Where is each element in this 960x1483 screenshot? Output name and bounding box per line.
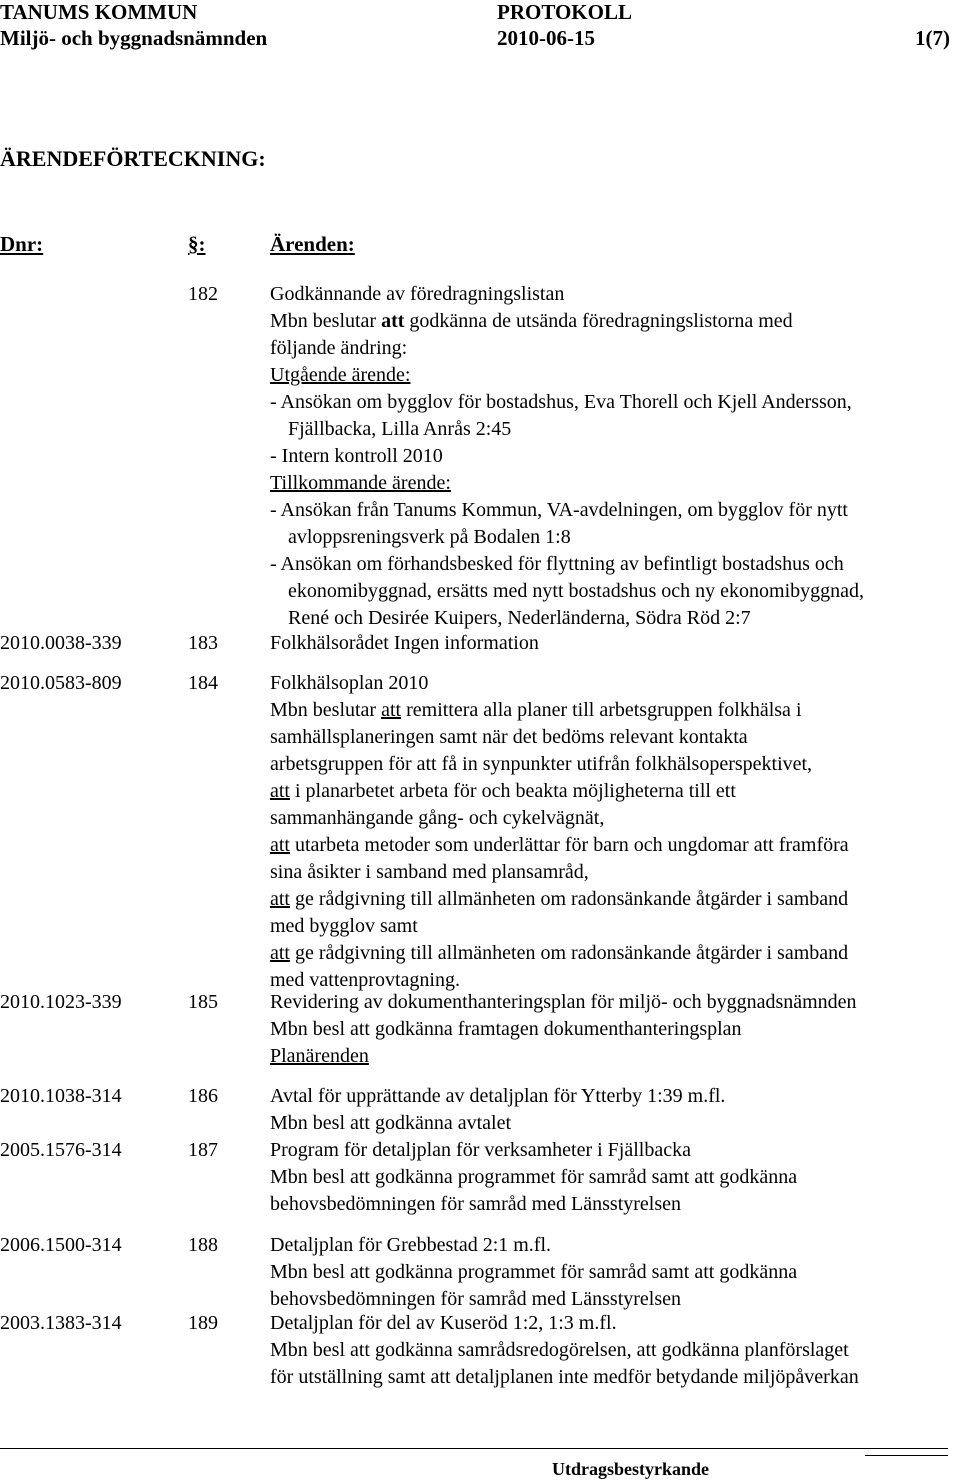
line-text: sammanhängande gång- och cykelvägnät, bbox=[270, 807, 605, 829]
line-text: Avtal för upprättande av detaljplan för Ytterby 1:39 m.fl. bbox=[270, 1085, 726, 1107]
entry-line bbox=[270, 281, 960, 308]
line-text: samhällsplaneringen samt när det bedöms relevant kontakta bbox=[270, 726, 748, 748]
page-header bbox=[0, 0, 960, 54]
entry-line bbox=[270, 778, 960, 805]
line-text: sina åsikter i samband med plansamråd, bbox=[270, 861, 589, 883]
line-text: godkänna de utsända föredragningslistorna med bbox=[404, 310, 793, 332]
entry-line bbox=[270, 416, 960, 443]
line-underlined: att bbox=[270, 942, 290, 964]
entry-content bbox=[270, 630, 960, 657]
entry-paragraph-number: 184 bbox=[188, 672, 218, 694]
entry-line bbox=[270, 1337, 960, 1364]
meeting-date: 2010-06-15 bbox=[497, 26, 595, 50]
line-text: för utställning samt att detaljplanen inte medför betydande miljöpåverkan bbox=[270, 1366, 859, 1388]
entry-paragraph-number: 185 bbox=[188, 991, 218, 1013]
line-text: behovsbedömningen för samråd med Länsstyrelsen bbox=[270, 1193, 682, 1215]
entry-paragraph-number: 182 bbox=[188, 283, 218, 305]
entry-line bbox=[270, 1164, 960, 1191]
entry-line bbox=[270, 578, 960, 605]
entry-line bbox=[270, 859, 960, 886]
line-text: Mbn besl att godkänna programmet för samråd samt att godkänna bbox=[270, 1166, 798, 1188]
entry-line bbox=[270, 630, 960, 657]
line-text: - Ansökan om förhandsbesked för flyttning av befintligt bostadshus och bbox=[270, 553, 844, 575]
entry-paragraph-number: 183 bbox=[188, 632, 218, 654]
org-name: TANUMS KOMMUN bbox=[0, 0, 198, 24]
line-text: följande ändring: bbox=[270, 337, 408, 359]
entry-content bbox=[270, 1083, 960, 1137]
line-text: med bygglov samt bbox=[270, 915, 418, 937]
entry-line bbox=[270, 1016, 960, 1043]
entry-content bbox=[270, 281, 960, 632]
column-header-dnr: Dnr: bbox=[0, 232, 44, 256]
line-text: Detaljplan för Grebbestad 2:1 m.fl. bbox=[270, 1234, 552, 1256]
entry-line bbox=[270, 497, 960, 524]
line-text: arbetsgruppen för att få in synpunkter utifrån folkhälsoperspektivet, bbox=[270, 753, 813, 775]
column-header-paragraph: §: bbox=[188, 232, 206, 256]
entry-line bbox=[270, 1043, 960, 1070]
line-prefix: Mbn beslutar bbox=[270, 699, 382, 721]
entry-line bbox=[270, 724, 960, 751]
footer-rule bbox=[0, 1448, 948, 1449]
entry-line bbox=[270, 1364, 960, 1391]
line-text: Mbn besl att godkänna samrådsredogörelsen, att godkänna planförslaget bbox=[270, 1339, 849, 1361]
entry-content bbox=[270, 989, 960, 1070]
entry-paragraph-number: 189 bbox=[188, 1312, 218, 1334]
line-text: med vattenprovtagning. bbox=[270, 969, 460, 991]
entry-line bbox=[270, 940, 960, 967]
entry-content bbox=[270, 670, 960, 994]
entry-line bbox=[270, 989, 960, 1016]
board-name: Miljö- och byggnadsnämnden bbox=[0, 26, 268, 50]
doc-type: PROTOKOLL bbox=[497, 0, 632, 24]
line-text: i planarbetet arbeta för och beakta möjligheterna till ett bbox=[290, 780, 736, 802]
entry-line bbox=[270, 362, 960, 389]
line-text: - Intern kontroll 2010 bbox=[270, 445, 443, 467]
entry-content bbox=[270, 1232, 960, 1313]
line-underlined: att bbox=[270, 834, 290, 856]
line-underlined: Planärenden bbox=[270, 1045, 369, 1067]
entry-line bbox=[270, 805, 960, 832]
entry-dnr: 2003.1383-314 bbox=[0, 1312, 122, 1334]
entry-dnr: 2010.1023-339 bbox=[0, 991, 122, 1013]
line-bold-keyword: att bbox=[381, 310, 405, 332]
entry-line bbox=[270, 308, 960, 335]
line-text: Mbn besl att godkänna framtagen dokumenthanteringsplan bbox=[270, 1018, 742, 1040]
entry-paragraph-number: 186 bbox=[188, 1085, 218, 1107]
entry-line bbox=[270, 335, 960, 362]
entry-line bbox=[270, 1286, 960, 1313]
line-text: René och Desirée Kuipers, Nederländerna, Södra Röd 2:7 bbox=[288, 607, 751, 629]
entry-content bbox=[270, 1310, 960, 1391]
entry-dnr: 2010.0583-809 bbox=[0, 672, 122, 694]
entry-line bbox=[270, 697, 960, 724]
line-underlined: Tillkommande ärende: bbox=[270, 472, 451, 494]
entry-line bbox=[270, 443, 960, 470]
entry-content bbox=[270, 1137, 960, 1218]
line-underlined: att bbox=[381, 699, 402, 721]
entry-dnr: 2010.0038-339 bbox=[0, 632, 122, 654]
line-underlined: att bbox=[270, 780, 290, 802]
line-text: Revidering av dokumenthanteringsplan för miljö- och byggnadsnämnden bbox=[270, 991, 857, 1013]
entry-line bbox=[270, 832, 960, 859]
page-title: ÄRENDEFÖRTECKNING: bbox=[0, 146, 266, 171]
entry-line bbox=[270, 551, 960, 578]
entry-line bbox=[270, 1110, 960, 1137]
line-underlined: Utgående ärende: bbox=[270, 364, 411, 386]
entry-line bbox=[270, 751, 960, 778]
line-text: Detaljplan för del av Kuseröd 1:2, 1:3 m.fl. bbox=[270, 1312, 617, 1334]
line-text: Mbn besl att godkänna programmet för samråd samt att godkänna bbox=[270, 1261, 798, 1283]
line-text: remittera alla planer till arbetsgruppen folkhälsa i bbox=[401, 699, 802, 721]
entry-line bbox=[270, 389, 960, 416]
line-text: avloppsreningsverk på Bodalen 1:8 bbox=[288, 526, 571, 548]
footer-rule-short bbox=[865, 1455, 948, 1456]
entry-line bbox=[270, 524, 960, 551]
entry-dnr: 2005.1576-314 bbox=[0, 1139, 122, 1161]
line-underlined: att bbox=[270, 888, 290, 910]
line-text: behovsbedömningen för samråd med Länsstyrelsen bbox=[270, 1288, 682, 1310]
entry-paragraph-number: 188 bbox=[188, 1234, 218, 1256]
line-text: Godkännande av föredragningslistan bbox=[270, 283, 565, 305]
entry-line bbox=[270, 1191, 960, 1218]
page-number: 1(7) bbox=[915, 26, 950, 50]
footer-label: Utdragsbestyrkande bbox=[552, 1459, 710, 1479]
entry-line bbox=[270, 670, 960, 697]
line-prefix: Mbn beslutar bbox=[270, 310, 382, 332]
entry-dnr: 2006.1500-314 bbox=[0, 1234, 122, 1256]
line-text: ekonomibyggnad, ersätts med nytt bostadshus och ny ekonomibyggnad, bbox=[288, 580, 865, 602]
line-text: Fjällbacka, Lilla Anrås 2:45 bbox=[288, 418, 512, 440]
entry-paragraph-number: 187 bbox=[188, 1139, 218, 1161]
line-text: Mbn besl att godkänna avtalet bbox=[270, 1112, 512, 1134]
entry-line bbox=[270, 605, 960, 632]
line-text: Program för detaljplan för verksamheter i Fjällbacka bbox=[270, 1139, 691, 1161]
line-text: - Ansökan från Tanums Kommun, VA-avdelningen, om bygglov för nytt bbox=[270, 499, 848, 521]
entry-line bbox=[270, 470, 960, 497]
entry-line bbox=[270, 886, 960, 913]
line-text: ge rådgivning till allmänheten om radonsänkande åtgärder i samband bbox=[290, 942, 849, 964]
line-text: ge rådgivning till allmänheten om radonsänkande åtgärder i samband bbox=[290, 888, 849, 910]
line-text: - Ansökan om bygglov för bostadshus, Eva Thorell och Kjell Andersson, bbox=[270, 391, 852, 413]
entry-line bbox=[270, 1310, 960, 1337]
line-text: utarbeta metoder som underlättar för barn och ungdomar att framföra bbox=[290, 834, 849, 856]
entry-line bbox=[270, 913, 960, 940]
line-text: Folkhälsorådet Ingen information bbox=[270, 632, 539, 654]
entry-line bbox=[270, 1232, 960, 1259]
entry-line bbox=[270, 1259, 960, 1286]
entry-dnr: 2010.1038-314 bbox=[0, 1085, 122, 1107]
column-header-arenden: Ärenden: bbox=[270, 232, 355, 256]
line-text: Folkhälsoplan 2010 bbox=[270, 672, 429, 694]
entry-line bbox=[270, 1137, 960, 1164]
entry-line bbox=[270, 1083, 960, 1110]
